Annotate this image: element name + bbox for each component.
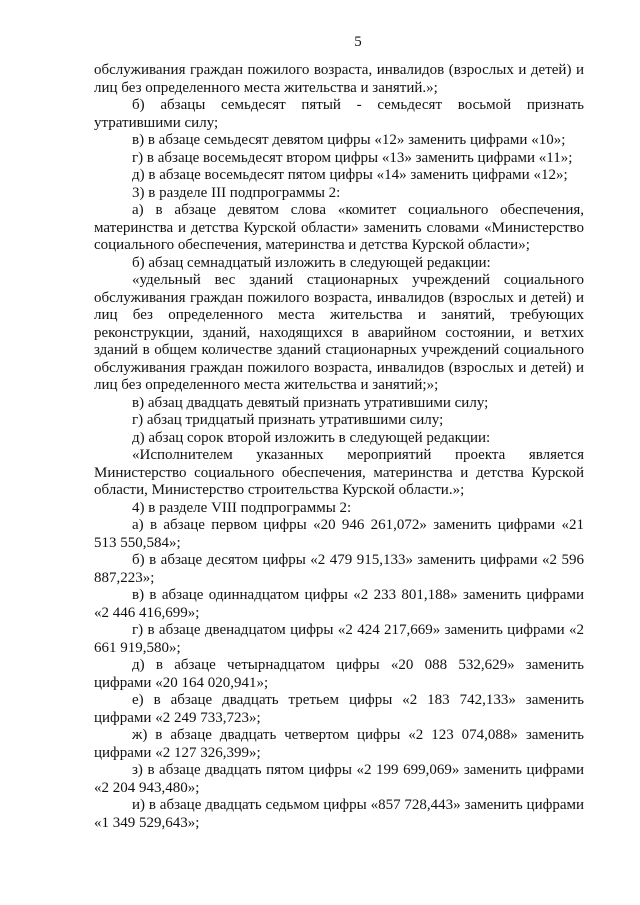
paragraph: в) абзац двадцать девятый признать утратившими силу; bbox=[132, 394, 489, 411]
paragraph: г) в абзаце восемьдесят втором цифры «13» заменить цифрами «11»; bbox=[132, 149, 573, 166]
paragraph: 4) в разделе VIII подпрограммы 2: bbox=[132, 499, 352, 516]
paragraph: г) в абзаце двенадцатом цифры «2 424 217,669» заменить цифрами «2 661 919,580»; bbox=[94, 622, 584, 656]
paragraph: д) в абзаце четырнадцатом цифры «20 088 532,629» заменить цифрами «20 164 020,941»; bbox=[94, 657, 584, 691]
paragraph: б) в абзаце десятом цифры «2 479 915,133» заменить цифрами «2 596 887,223»; bbox=[94, 552, 584, 586]
paragraph: д) абзац сорок второй изложить в следующей редакции: bbox=[132, 429, 491, 446]
paragraph: «удельный вес зданий стационарных учреждений социального обслуживания граждан пожилого возраста, инвалидов (взрослых и детей) и лиц без определенного места жительства и занятий, требующих реконструкции, зданий, находящихся в аварийном состоянии, и ветхих зданий в общем количестве зданий стационарных учреждений социального обслуживания граждан пожилого возраста, инвалидов (взрослых и детей) и лиц без определенного места жительства и занятий;»; bbox=[94, 272, 584, 393]
paragraph: и) в абзаце двадцать седьмом цифры «857 728,443» заменить цифрами «1 349 529,643»; bbox=[94, 797, 584, 831]
paragraph: е) в абзаце двадцать третьем цифры «2 183 742,133» заменить цифрами «2 249 733,723»; bbox=[94, 692, 584, 726]
paragraph: з) в абзаце двадцать пятом цифры «2 199 699,069» заменить цифрами «2 204 943,480»; bbox=[94, 762, 584, 796]
paragraph: ж) в абзаце двадцать четвертом цифры «2 123 074,088» заменить цифрами «2 127 326,399»; bbox=[94, 727, 584, 761]
page-number: 5 bbox=[354, 34, 362, 50]
paragraph: г) абзац тридцатый признать утратившими силу; bbox=[132, 412, 444, 428]
paragraph: б) абзацы семьдесят пятый - семьдесят восьмой признать утратившими силу; bbox=[94, 97, 584, 131]
paragraph: в) в абзаце одиннадцатом цифры «2 233 801,188» заменить цифрами «2 446 416,699»; bbox=[94, 587, 584, 621]
paragraph: обслуживания граждан пожилого возраста, инвалидов (взрослых и детей) и лиц без определенного места жительства и занятий.»; bbox=[94, 62, 584, 96]
paragraph: «Исполнителем указанных мероприятий проекта является Министерство социального обеспечения, материнства и детства Курской области, Министерство строительства Курской области.»; bbox=[94, 447, 584, 498]
paragraph: а) в абзаце первом цифры «20 946 261,072» заменить цифрами «21 513 550,584»; bbox=[94, 517, 584, 551]
paragraph: д) в абзаце восемьдесят пятом цифры «14» заменить цифрами «12»; bbox=[132, 167, 568, 183]
document-body bbox=[94, 62, 584, 832]
paragraph: а) в абзаце девятом слова «комитет социального обеспечения, материнства и детства Курской области» заменить словами «Министерство социального обеспечения, материнства и детства Курской области»; bbox=[94, 202, 584, 253]
paragraph: б) абзац семнадцатый изложить в следующей редакции: bbox=[132, 254, 491, 271]
paragraph: в) в абзаце семьдесят девятом цифры «12» заменить цифрами «10»; bbox=[132, 132, 566, 148]
paragraph: 3) в разделе III подпрограммы 2: bbox=[132, 184, 341, 201]
